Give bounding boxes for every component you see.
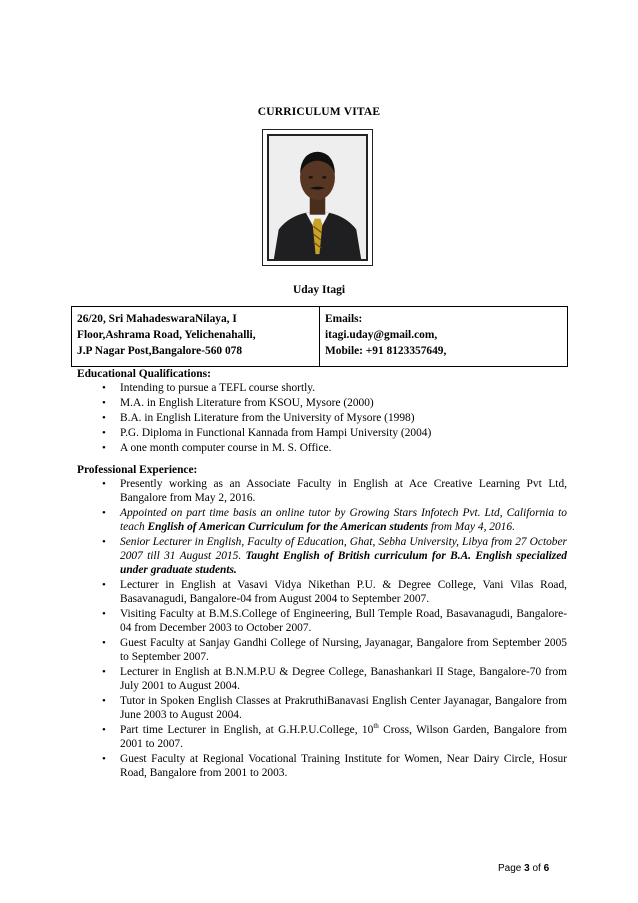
- list-item: • M.A. in English Literature from KSOU, Mysore (2000): [77, 396, 567, 410]
- list-item: • B.A. in English Literature from the University of Mysore (1998): [77, 411, 567, 425]
- profile-photo: [262, 129, 373, 266]
- list-item: • P.G. Diploma in Functional Kannada from Hampi University (2004): [77, 426, 567, 440]
- job-highlight: English of American Curriculum for the American students: [147, 521, 429, 533]
- job-text: Cross, Wilson Garden, Bangalore from 2001 to 2007.: [120, 724, 568, 750]
- list-item: • Intending to pursue a TEFL course shortly.: [77, 381, 567, 395]
- education-heading: Educational Qualifications:: [77, 368, 211, 380]
- candidate-name: Uday Itagi: [292, 284, 346, 296]
- contact-table: [71, 306, 568, 367]
- education-list: [77, 381, 567, 455]
- experience-heading: Professional Experience:: [77, 464, 198, 476]
- list-item: • Visiting Faculty at B.M.S.College of Engineering, Bull Temple Road, Basavanagudi, Bangalore-04 from December 2003 to October 2007.: [77, 607, 567, 635]
- list-item: • Guest Faculty at Sanjay Gandhi College of Nursing, Jayanagar, Bangalore from September 2005 to September 2007.: [77, 636, 567, 664]
- list-item: • Presently working as an Associate Faculty in English at Ace Creative Learning Pvt Ltd, Bangalore from May 2, 2016.: [77, 477, 567, 505]
- education-section: [77, 367, 567, 456]
- list-item: • A one month computer course in M. S. Office.: [77, 441, 567, 455]
- emails-label: Emails:: [325, 313, 363, 325]
- mobile-number: Mobile: +91 8123357649,: [325, 345, 447, 357]
- experience-list: [77, 477, 567, 780]
- list-item: [77, 506, 567, 534]
- page-footer: [498, 863, 549, 874]
- address-line: Floor,Ashrama Road, Yelichenahalli,: [77, 329, 256, 341]
- email-cell: [320, 307, 568, 367]
- list-item: [77, 535, 567, 577]
- job-text: from May 4, 2016.: [428, 521, 515, 533]
- of-word: of: [532, 863, 541, 874]
- list-item: • Lecturer in English at Vasavi Vidya Nikethan P.U. & Degree College, Vani Vilas Road, Basavanagudi, Bangalore-04 from August 2004 to September 2007.: [77, 578, 567, 606]
- email-link[interactable]: itagi.uday@gmail.com: [325, 329, 435, 341]
- cv-title: CURRICULUM VITAE: [257, 106, 381, 118]
- page-number: 3: [524, 863, 530, 874]
- address-cell: [72, 307, 320, 367]
- list-item: [77, 723, 567, 751]
- experience-section: [77, 463, 567, 781]
- job-text: Part time Lecturer in English, at G.H.P.U.College, 10: [120, 724, 374, 736]
- job-text: Senior Lecturer in English, Faculty of Education, Ghat, Sebha University, Libya from 27 October 2007 till 31 August 2015.: [120, 536, 567, 562]
- email-suffix: ,: [434, 329, 438, 341]
- list-item: • Tutor in Spoken English Classes at PrakruthiBanavasi English Center Jayanagar, Bangalore from June 2003 to August 2004.: [77, 694, 567, 722]
- ordinal-suffix: th: [373, 722, 379, 731]
- address-line: 26/20, Sri MahadeswaraNilaya, I: [77, 313, 237, 325]
- job-highlight: Taught English of British curriculum for B.A. English specialized under graduate students.: [120, 550, 567, 576]
- page-word: Page: [498, 863, 522, 874]
- page-total: 6: [543, 863, 550, 874]
- job-text: Appointed on part time basis an online tutor by Growing Stars Infotech Pvt. Ltd, California to teach: [120, 507, 567, 533]
- address-line: J.P Nagar Post,Bangalore-560 078: [77, 345, 243, 357]
- list-item: • Guest Faculty at Regional Vocational Training Institute for Women, Near Dairy Circle, Hosur Road, Bangalore from 2001 to 2003.: [77, 752, 567, 780]
- list-item: • Lecturer in English at B.N.M.P.U & Degree College, Banashankari II Stage, Bangalore-70 from July 2001 to August 2004.: [77, 665, 567, 693]
- portrait-image: [269, 136, 366, 259]
